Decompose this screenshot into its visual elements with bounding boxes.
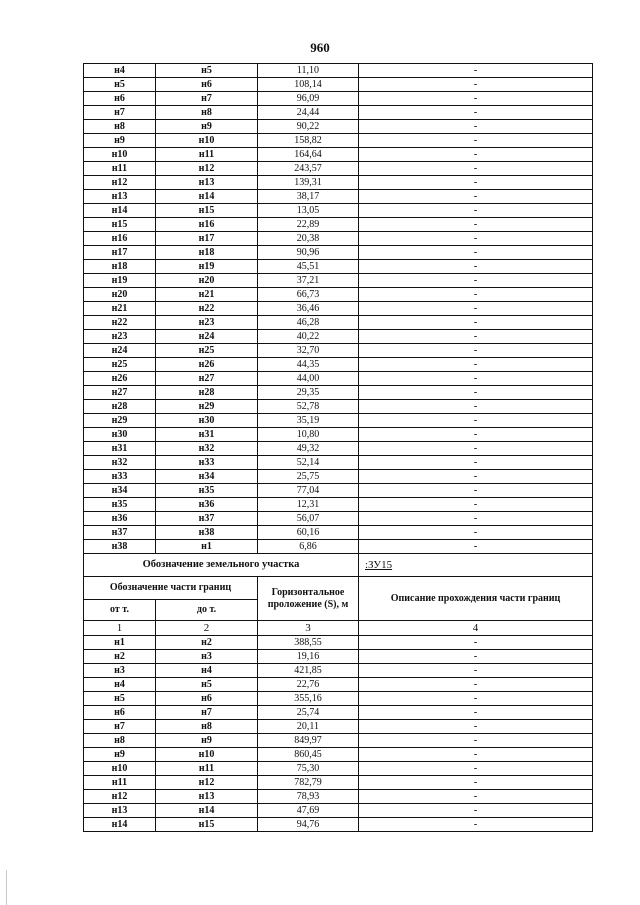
description-header: Описание прохождения части границ: [359, 577, 593, 621]
to-point-cell: н23: [156, 316, 258, 330]
to-point-cell: н30: [156, 414, 258, 428]
description-cell: -: [359, 706, 593, 720]
to-point-cell: н37: [156, 512, 258, 526]
to-point-cell: н7: [156, 92, 258, 106]
to-point-cell: н6: [156, 78, 258, 92]
to-point-cell: н32: [156, 442, 258, 456]
from-point-cell: н2: [84, 650, 156, 664]
horizontal-length-cell: 25,74: [258, 706, 359, 720]
to-point-cell: н10: [156, 748, 258, 762]
description-cell: -: [359, 470, 593, 484]
horizontal-length-cell: 46,28: [258, 316, 359, 330]
description-cell: -: [359, 106, 593, 120]
from-point-cell: н7: [84, 106, 156, 120]
description-cell: -: [359, 650, 593, 664]
from-point-cell: н10: [84, 762, 156, 776]
table-row: [84, 664, 593, 678]
to-point-cell: н2: [156, 636, 258, 650]
from-point-cell: н30: [84, 428, 156, 442]
from-point-cell: н6: [84, 92, 156, 106]
table-row: [84, 706, 593, 720]
to-point-cell: н35: [156, 484, 258, 498]
table-row: [84, 302, 593, 316]
description-cell: -: [359, 372, 593, 386]
horizontal-length-cell: 11,10: [258, 64, 359, 78]
to-point-cell: н13: [156, 790, 258, 804]
horizontal-length-cell: 90,96: [258, 246, 359, 260]
horizontal-length-cell: 860,45: [258, 748, 359, 762]
description-cell: -: [359, 330, 593, 344]
from-point-cell: н18: [84, 260, 156, 274]
to-point-cell: н16: [156, 218, 258, 232]
horizontal-length-cell: 78,93: [258, 790, 359, 804]
from-point-cell: н37: [84, 526, 156, 540]
table-row: [84, 120, 593, 134]
horizontal-length-cell: 6,86: [258, 540, 359, 554]
from-point-cell: н24: [84, 344, 156, 358]
table-row: [84, 512, 593, 526]
description-cell: -: [359, 734, 593, 748]
description-cell: -: [359, 414, 593, 428]
horizontal-length-cell: 38,17: [258, 190, 359, 204]
horizontal-length-cell: 421,85: [258, 664, 359, 678]
table-row: [84, 540, 593, 554]
horizontal-length-cell: 37,21: [258, 274, 359, 288]
description-cell: -: [359, 762, 593, 776]
description-cell: -: [359, 664, 593, 678]
horizontal-length-cell: 32,70: [258, 344, 359, 358]
description-cell: -: [359, 512, 593, 526]
table-row: [84, 64, 593, 78]
from-point-cell: н17: [84, 246, 156, 260]
plot-id: :ЗУ15: [359, 554, 593, 577]
table-row: [84, 442, 593, 456]
from-point-cell: н31: [84, 442, 156, 456]
to-point-cell: н15: [156, 818, 258, 832]
from-point-cell: н25: [84, 358, 156, 372]
from-point-cell: н5: [84, 692, 156, 706]
column-number-3: 3: [258, 621, 359, 636]
horizontal-length-cell: 388,55: [258, 636, 359, 650]
horizontal-length-cell: 45,51: [258, 260, 359, 274]
description-cell: -: [359, 274, 593, 288]
horizontal-length-cell: 25,75: [258, 470, 359, 484]
from-point-cell: н20: [84, 288, 156, 302]
table-row: [84, 288, 593, 302]
horizontal-length-cell: 60,16: [258, 526, 359, 540]
table-row: [84, 260, 593, 274]
table-row: [84, 428, 593, 442]
table-row: [84, 678, 593, 692]
to-point-cell: н13: [156, 176, 258, 190]
from-point-cell: н35: [84, 498, 156, 512]
from-point-cell: н13: [84, 190, 156, 204]
page-number: 960: [310, 40, 330, 55]
from-point-cell: н21: [84, 302, 156, 316]
description-cell: -: [359, 190, 593, 204]
horizontal-length-cell: 19,16: [258, 650, 359, 664]
table-row: [84, 456, 593, 470]
horizontal-length-cell: 20,38: [258, 232, 359, 246]
to-point-cell: н28: [156, 386, 258, 400]
from-point-cell: н14: [84, 818, 156, 832]
description-cell: -: [359, 818, 593, 832]
table-row: [84, 748, 593, 762]
description-cell: -: [359, 288, 593, 302]
table-row: [84, 790, 593, 804]
table-row: [84, 190, 593, 204]
boundary-table-header: [84, 554, 593, 636]
table-row: [84, 734, 593, 748]
description-cell: -: [359, 120, 593, 134]
table-row: [84, 148, 593, 162]
description-cell: -: [359, 442, 593, 456]
from-point-cell: н7: [84, 720, 156, 734]
from-point-cell: н11: [84, 162, 156, 176]
description-cell: -: [359, 358, 593, 372]
horizontal-length-cell: 22,76: [258, 678, 359, 692]
table-row: [84, 92, 593, 106]
to-point-cell: н36: [156, 498, 258, 512]
description-cell: -: [359, 692, 593, 706]
to-point-cell: н33: [156, 456, 258, 470]
description-cell: -: [359, 162, 593, 176]
from-point-cell: н5: [84, 78, 156, 92]
from-point-cell: н22: [84, 316, 156, 330]
horizontal-length-cell: 52,14: [258, 456, 359, 470]
description-cell: -: [359, 316, 593, 330]
description-cell: -: [359, 246, 593, 260]
horizontal-length-cell: 90,22: [258, 120, 359, 134]
to-point-cell: н20: [156, 274, 258, 288]
table-row: [84, 316, 593, 330]
from-point-cell: н16: [84, 232, 156, 246]
horizontal-length-cell: 52,78: [258, 400, 359, 414]
scan-artifact-line: [6, 870, 7, 905]
from-point-cell: н12: [84, 176, 156, 190]
to-point-cell: н12: [156, 776, 258, 790]
table-row: [84, 650, 593, 664]
horizontal-length-cell: 75,30: [258, 762, 359, 776]
to-point-cell: н14: [156, 804, 258, 818]
from-point-cell: н28: [84, 400, 156, 414]
description-cell: -: [359, 526, 593, 540]
to-point-cell: н10: [156, 134, 258, 148]
boundary-table-bottom-rows: [84, 636, 593, 832]
description-cell: -: [359, 204, 593, 218]
table-row: [84, 232, 593, 246]
column-number-1: 1: [84, 621, 156, 636]
description-cell: -: [359, 484, 593, 498]
description-cell: -: [359, 720, 593, 734]
table-row: [84, 386, 593, 400]
from-point-cell: н1: [84, 636, 156, 650]
from-point-cell: н29: [84, 414, 156, 428]
to-point-cell: н26: [156, 358, 258, 372]
plot-designation-row: [84, 554, 593, 577]
from-point-header: от т.: [84, 600, 156, 621]
horizontal-length-cell: 77,04: [258, 484, 359, 498]
table-row: [84, 636, 593, 650]
table-row: [84, 526, 593, 540]
from-point-cell: н12: [84, 790, 156, 804]
to-point-cell: н22: [156, 302, 258, 316]
table-row: [84, 692, 593, 706]
horizontal-length-cell: 108,14: [258, 78, 359, 92]
table-row: [84, 372, 593, 386]
from-point-cell: н4: [84, 678, 156, 692]
table-row: [84, 218, 593, 232]
horizontal-length-cell: 243,57: [258, 162, 359, 176]
from-point-cell: н27: [84, 386, 156, 400]
to-point-cell: н5: [156, 678, 258, 692]
description-cell: -: [359, 804, 593, 818]
horizontal-length-cell: 49,32: [258, 442, 359, 456]
description-cell: -: [359, 678, 593, 692]
from-point-cell: н3: [84, 664, 156, 678]
table-row: [84, 176, 593, 190]
description-cell: -: [359, 540, 593, 554]
to-point-cell: н11: [156, 762, 258, 776]
to-point-cell: н7: [156, 706, 258, 720]
table-row: [84, 400, 593, 414]
horizontal-length-cell: 24,44: [258, 106, 359, 120]
table-row: [84, 162, 593, 176]
description-cell: -: [359, 748, 593, 762]
to-point-cell: н18: [156, 246, 258, 260]
horizontal-length-cell: 66,73: [258, 288, 359, 302]
description-cell: -: [359, 92, 593, 106]
to-point-cell: н9: [156, 734, 258, 748]
from-point-cell: н33: [84, 470, 156, 484]
from-point-cell: н19: [84, 274, 156, 288]
table-row: [84, 484, 593, 498]
to-point-cell: н29: [156, 400, 258, 414]
boundary-table-top-rows: [84, 64, 593, 554]
to-point-cell: н31: [156, 428, 258, 442]
from-point-cell: н32: [84, 456, 156, 470]
to-point-cell: н34: [156, 470, 258, 484]
column-number-row: [84, 621, 593, 636]
to-point-header: до т.: [156, 600, 258, 621]
to-point-cell: н15: [156, 204, 258, 218]
table-row: [84, 776, 593, 790]
horizontal-length-cell: 56,07: [258, 512, 359, 526]
description-cell: -: [359, 790, 593, 804]
table-row: [84, 274, 593, 288]
table-row: [84, 78, 593, 92]
description-cell: -: [359, 148, 593, 162]
table-row: [84, 330, 593, 344]
from-point-cell: н9: [84, 134, 156, 148]
horizontal-length-cell: 782,79: [258, 776, 359, 790]
horizontal-length-cell: 36,46: [258, 302, 359, 316]
horizontal-length-cell: 44,35: [258, 358, 359, 372]
description-cell: -: [359, 776, 593, 790]
horizontal-length-cell: 35,19: [258, 414, 359, 428]
to-point-cell: н14: [156, 190, 258, 204]
column-number-4: 4: [359, 621, 593, 636]
table-row: [84, 246, 593, 260]
description-cell: -: [359, 400, 593, 414]
table-row: [84, 106, 593, 120]
from-point-cell: н13: [84, 804, 156, 818]
to-point-cell: н6: [156, 692, 258, 706]
horizontal-length-cell: 849,97: [258, 734, 359, 748]
description-cell: -: [359, 134, 593, 148]
description-cell: -: [359, 636, 593, 650]
to-point-cell: н25: [156, 344, 258, 358]
to-point-cell: н3: [156, 650, 258, 664]
to-point-cell: н17: [156, 232, 258, 246]
from-point-cell: н23: [84, 330, 156, 344]
to-point-cell: н9: [156, 120, 258, 134]
header-row-1: [84, 577, 593, 600]
to-point-cell: н21: [156, 288, 258, 302]
table-row: [84, 414, 593, 428]
table-row: [84, 344, 593, 358]
horizontal-length-header: Горизонтальное проложение (S), м: [258, 577, 359, 621]
description-cell: -: [359, 456, 593, 470]
horizontal-length-cell: 96,09: [258, 92, 359, 106]
from-point-cell: н34: [84, 484, 156, 498]
table-row: [84, 134, 593, 148]
description-cell: -: [359, 78, 593, 92]
horizontal-length-cell: 22,89: [258, 218, 359, 232]
description-cell: -: [359, 428, 593, 442]
from-point-cell: н38: [84, 540, 156, 554]
from-point-cell: н6: [84, 706, 156, 720]
from-point-cell: н36: [84, 512, 156, 526]
description-cell: -: [359, 344, 593, 358]
description-cell: -: [359, 302, 593, 316]
description-cell: -: [359, 64, 593, 78]
table-row: [84, 498, 593, 512]
from-point-cell: н9: [84, 748, 156, 762]
horizontal-length-cell: 44,00: [258, 372, 359, 386]
column-number-2: 2: [156, 621, 258, 636]
to-point-cell: н38: [156, 526, 258, 540]
to-point-cell: н27: [156, 372, 258, 386]
part-designation-header: Обозначение части границ: [84, 577, 258, 600]
horizontal-length-cell: 10,80: [258, 428, 359, 442]
to-point-cell: н4: [156, 664, 258, 678]
horizontal-length-cell: 139,31: [258, 176, 359, 190]
to-point-cell: н12: [156, 162, 258, 176]
description-cell: -: [359, 260, 593, 274]
table-row: [84, 470, 593, 484]
table-row: [84, 204, 593, 218]
to-point-cell: н19: [156, 260, 258, 274]
from-point-cell: н14: [84, 204, 156, 218]
from-point-cell: н26: [84, 372, 156, 386]
horizontal-length-cell: 164,64: [258, 148, 359, 162]
horizontal-length-cell: 20,11: [258, 720, 359, 734]
horizontal-length-cell: 40,22: [258, 330, 359, 344]
to-point-cell: н24: [156, 330, 258, 344]
horizontal-length-cell: 158,82: [258, 134, 359, 148]
horizontal-length-cell: 355,16: [258, 692, 359, 706]
description-cell: -: [359, 176, 593, 190]
horizontal-length-cell: 12,31: [258, 498, 359, 512]
horizontal-length-cell: 94,76: [258, 818, 359, 832]
from-point-cell: н4: [84, 64, 156, 78]
table-row: [84, 720, 593, 734]
description-cell: -: [359, 232, 593, 246]
description-cell: -: [359, 386, 593, 400]
to-point-cell: н8: [156, 106, 258, 120]
to-point-cell: н11: [156, 148, 258, 162]
horizontal-length-cell: 29,35: [258, 386, 359, 400]
plot-designation-label: Обозначение земельного участка: [84, 554, 359, 577]
from-point-cell: н8: [84, 120, 156, 134]
table-row: [84, 762, 593, 776]
table-row: [84, 818, 593, 832]
horizontal-length-cell: 13,05: [258, 204, 359, 218]
from-point-cell: н10: [84, 148, 156, 162]
to-point-cell: н5: [156, 64, 258, 78]
from-point-cell: н11: [84, 776, 156, 790]
table-row: [84, 804, 593, 818]
to-point-cell: н8: [156, 720, 258, 734]
from-point-cell: н8: [84, 734, 156, 748]
to-point-cell: н1: [156, 540, 258, 554]
from-point-cell: н15: [84, 218, 156, 232]
table-row: [84, 358, 593, 372]
boundary-table: [83, 63, 593, 832]
horizontal-length-cell: 47,69: [258, 804, 359, 818]
description-cell: -: [359, 218, 593, 232]
description-cell: -: [359, 498, 593, 512]
